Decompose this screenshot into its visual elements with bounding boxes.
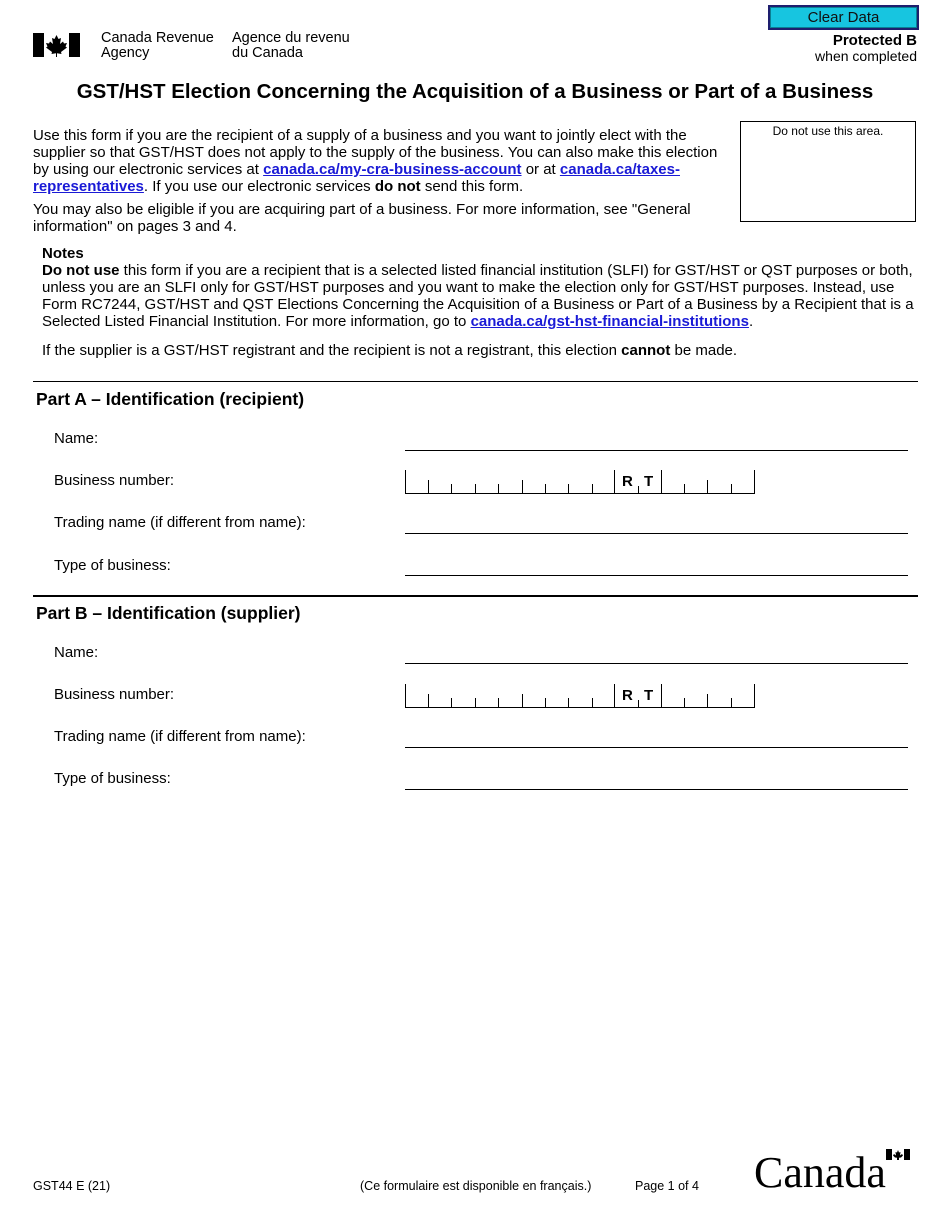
registrant-note: If the supplier is a GST/HST registrant and the recipient is not a registrant, this election cannot be made.	[42, 342, 738, 359]
page-number: Page 1 of 4	[635, 1179, 699, 1193]
part-b-type-label: Type of business:	[54, 770, 171, 787]
part-a-name-label: Name:	[54, 430, 99, 447]
part-a-title: Part A – Identification (recipient)	[36, 389, 305, 409]
notes-section: Notes Do not use this form if you are a recipient that is a selected listed financial institution (SLFI) for GST/HST or QST purposes or both, unless you are an SLFI only for GST/HST purposes and you want to make the election only for GST/HST purposes. Instead, use Form RC7244, GST/HST and QST Elections Concerning the Acquisition of a Business or Part of a Business by a Recipient that is a Selected Listed Financial Institution. For more information, go to canada.ca/gst-hst-financial-institutions.	[42, 245, 914, 330]
part-b-type-field[interactable]	[405, 789, 908, 790]
do-not-use-area: Do not use this area.	[740, 121, 916, 222]
part-a-business-number-field[interactable]: R T	[405, 470, 755, 494]
part-a-type-field[interactable]	[405, 575, 908, 576]
part-a-trading-name-label: Trading name (if different from name):	[54, 514, 306, 531]
part-b-name-label: Name:	[54, 644, 99, 661]
svg-text:Canada: Canada	[754, 1148, 886, 1191]
section-divider	[33, 381, 918, 382]
form-id: GST44 E (21)	[33, 1179, 111, 1193]
financial-institutions-link[interactable]: canada.ca/gst-hst-financial-institutions	[470, 313, 749, 330]
taxes-representatives-link[interactable]: canada.ca/taxes-representatives	[33, 161, 680, 195]
intro-text: Use this form if you are the recipient of a supply of a business and you want to jointly elect with the supplier so that GST/HST does not apply to the supply of the business. You can also make this election by using our electronic services at canada.ca/my-cra-business-account or at canada.ca/taxes-representatives. If you use our electronic services do not send this form. You may also be eligible if you are acquiring part of a business. For more information, see "General information" on pages 3 and 4.	[33, 127, 718, 235]
canada-wordmark-logo	[754, 1147, 914, 1191]
section-divider	[33, 595, 918, 597]
agency-name-french: Agence du revenu du Canada	[232, 30, 350, 61]
my-cra-business-account-link[interactable]: canada.ca/my-cra-business-account	[263, 161, 522, 178]
government-flag-logo	[33, 33, 80, 57]
part-a-bn-label: Business number:	[54, 472, 175, 489]
part-a-name-field[interactable]	[405, 450, 908, 451]
agency-name-english: Canada Revenue Agency	[101, 30, 214, 61]
part-b-bn-label: Business number:	[54, 686, 175, 703]
part-b-title: Part B – Identification (supplier)	[36, 603, 301, 623]
clear-data-button[interactable]: Clear Data	[768, 5, 919, 30]
part-b-business-number-field[interactable]: R T	[405, 684, 755, 708]
part-b-trading-name-field[interactable]	[405, 747, 908, 748]
part-b-name-field[interactable]	[405, 663, 908, 664]
part-a-trading-name-field[interactable]	[405, 533, 908, 534]
part-b-trading-name-label: Trading name (if different from name):	[54, 728, 306, 745]
part-a-type-label: Type of business:	[54, 557, 171, 574]
protected-b-notice: Protected B when completed	[815, 32, 917, 64]
form-title: GST/HST Election Concerning the Acquisition of a Business or Part of a Business	[76, 80, 874, 103]
french-availability-note: (Ce formulaire est disponible en français.)	[360, 1179, 592, 1193]
